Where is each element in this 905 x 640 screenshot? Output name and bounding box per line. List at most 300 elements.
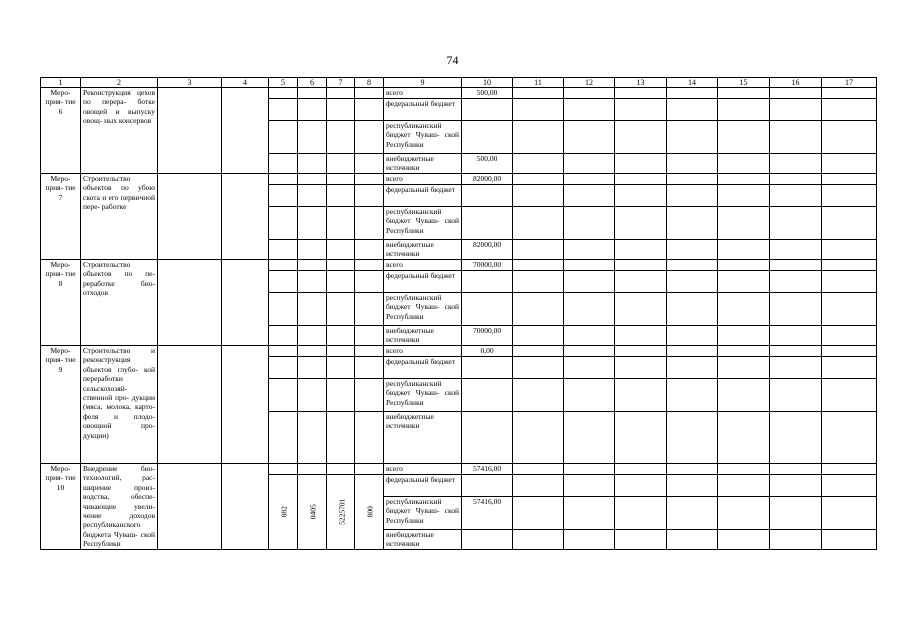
code-expense-type-cell xyxy=(355,88,384,99)
column-14-cell xyxy=(667,121,718,154)
page-number: 74 xyxy=(446,53,459,67)
column-14-cell xyxy=(667,185,718,207)
column-4-cell xyxy=(222,464,269,550)
column-17-cell xyxy=(822,154,877,174)
column-17-cell xyxy=(822,88,877,99)
code-grbs-cell xyxy=(269,379,298,412)
funding-amount: 57416,00 xyxy=(462,497,513,530)
code-expense-type xyxy=(355,475,384,550)
column-16-cell xyxy=(770,475,822,497)
column-number-8: 8 xyxy=(355,78,384,88)
column-13-cell xyxy=(615,497,667,530)
funding-source: всего xyxy=(384,260,462,271)
column-15-cell xyxy=(718,326,770,346)
column-14-cell xyxy=(667,346,718,357)
column-16-cell xyxy=(770,293,822,326)
code-section-cell xyxy=(298,99,327,121)
code-section-cell xyxy=(298,293,327,326)
code-expense-type-cell xyxy=(355,260,384,271)
funding-amount: 82000,00 xyxy=(462,240,513,260)
column-17-cell xyxy=(822,271,877,293)
funding-amount: 70000,00 xyxy=(462,326,513,346)
code-expense-type-cell xyxy=(355,174,384,185)
funding-source: всего xyxy=(384,346,462,357)
column-15-cell xyxy=(718,412,770,464)
column-13-cell xyxy=(615,185,667,207)
column-15-cell xyxy=(718,88,770,99)
code-grbs-cell xyxy=(269,121,298,154)
column-15-cell xyxy=(718,357,770,379)
funding-amount xyxy=(462,412,513,464)
column-3-cell xyxy=(158,464,222,550)
activity-name: Строительство объектов по убою скота и его первичной пере- работке xyxy=(81,174,158,260)
code-expense-type-cell xyxy=(355,99,384,121)
column-number-3: 3 xyxy=(158,78,222,88)
funding-amount: 82000,00 xyxy=(462,174,513,185)
table-row xyxy=(41,174,877,185)
funding-amount: 500,00 xyxy=(462,88,513,99)
funding-amount: 70000,00 xyxy=(462,260,513,271)
column-11-cell xyxy=(513,326,564,346)
column-11-cell xyxy=(513,357,564,379)
code-target-article-cell xyxy=(327,154,355,174)
column-number-13: 13 xyxy=(615,78,667,88)
column-number-17: 17 xyxy=(822,78,877,88)
column-12-cell xyxy=(564,185,615,207)
code-section-cell xyxy=(298,379,327,412)
column-13-cell xyxy=(615,357,667,379)
column-12-cell xyxy=(564,497,615,530)
code-target-article xyxy=(327,475,355,550)
column-17-cell xyxy=(822,357,877,379)
code-grbs-cell xyxy=(269,464,298,475)
code-expense-type-cell xyxy=(355,357,384,379)
code-section-cell xyxy=(298,357,327,379)
column-17-cell xyxy=(822,185,877,207)
column-11-cell xyxy=(513,346,564,357)
column-13-cell xyxy=(615,260,667,271)
column-16-cell xyxy=(770,207,822,240)
code-grbs xyxy=(269,475,298,550)
funding-source: федеральный бюджет xyxy=(384,475,462,497)
column-15-cell xyxy=(718,497,770,530)
funding-amount: 0,00 xyxy=(462,346,513,357)
column-14-cell xyxy=(667,293,718,326)
column-11-cell xyxy=(513,497,564,530)
code-section-cell xyxy=(298,412,327,464)
column-number-11: 11 xyxy=(513,78,564,88)
column-3-cell xyxy=(158,260,222,346)
code-target-article-cell xyxy=(327,357,355,379)
column-17-cell xyxy=(822,379,877,412)
column-11-cell xyxy=(513,475,564,497)
column-17-cell xyxy=(822,293,877,326)
column-13-cell xyxy=(615,99,667,121)
column-11-cell xyxy=(513,185,564,207)
column-14-cell xyxy=(667,271,718,293)
column-11-cell xyxy=(513,121,564,154)
code-expense-type-cell xyxy=(355,185,384,207)
activity-label: Меро- прия- тие 6 xyxy=(41,88,81,174)
funding-source: всего xyxy=(384,464,462,475)
funding-amount xyxy=(462,475,513,497)
column-13-cell xyxy=(615,530,667,550)
column-number-6: 6 xyxy=(298,78,327,88)
column-number-5: 5 xyxy=(269,78,298,88)
column-11-cell xyxy=(513,154,564,174)
column-14-cell xyxy=(667,497,718,530)
column-13-cell xyxy=(615,346,667,357)
column-14-cell xyxy=(667,464,718,475)
column-11-cell xyxy=(513,293,564,326)
column-16-cell xyxy=(770,464,822,475)
column-17-cell xyxy=(822,207,877,240)
column-number-9: 9 xyxy=(384,78,462,88)
code-section-cell xyxy=(298,240,327,260)
column-15-cell xyxy=(718,99,770,121)
code-target-article-cell xyxy=(327,99,355,121)
column-13-cell xyxy=(615,464,667,475)
activity-label: Меро- прия- тие 7 xyxy=(41,174,81,260)
code-expense-type-cell xyxy=(355,293,384,326)
column-14-cell xyxy=(667,379,718,412)
funding-amount xyxy=(462,530,513,550)
column-15-cell xyxy=(718,260,770,271)
column-15-cell xyxy=(718,530,770,550)
code-expense-type-cell xyxy=(355,326,384,346)
column-14-cell xyxy=(667,99,718,121)
column-15-cell xyxy=(718,154,770,174)
column-16-cell xyxy=(770,357,822,379)
column-number-15: 15 xyxy=(718,78,770,88)
column-12-cell xyxy=(564,412,615,464)
column-12-cell xyxy=(564,207,615,240)
column-13-cell xyxy=(615,475,667,497)
code-grbs-cell xyxy=(269,207,298,240)
code-grbs-cell xyxy=(269,240,298,260)
code-grbs-cell xyxy=(269,293,298,326)
column-14-cell xyxy=(667,475,718,497)
column-12-cell xyxy=(564,154,615,174)
funding-amount: 57416,00 xyxy=(462,464,513,475)
column-number-7: 7 xyxy=(327,78,355,88)
code-target-article-cell xyxy=(327,174,355,185)
column-15-cell xyxy=(718,346,770,357)
column-14-cell xyxy=(667,154,718,174)
funding-source: федеральный бюджет xyxy=(384,185,462,207)
code-grbs-value: 882 xyxy=(279,506,289,518)
column-12-cell xyxy=(564,174,615,185)
column-16-cell xyxy=(770,497,822,530)
column-11-cell xyxy=(513,260,564,271)
activity-label: Меро- прия- тие 8 xyxy=(41,260,81,346)
column-15-cell xyxy=(718,185,770,207)
code-grbs-cell xyxy=(269,174,298,185)
code-section xyxy=(298,475,327,550)
column-14-cell xyxy=(667,207,718,240)
column-number-4: 4 xyxy=(222,78,269,88)
code-grbs-cell xyxy=(269,88,298,99)
code-section-cell xyxy=(298,174,327,185)
funding-amount xyxy=(462,271,513,293)
column-12-cell xyxy=(564,357,615,379)
column-13-cell xyxy=(615,293,667,326)
funding-source: федеральный бюджет xyxy=(384,271,462,293)
funding-amount xyxy=(462,207,513,240)
code-grbs-cell xyxy=(269,346,298,357)
column-number-10: 10 xyxy=(462,78,513,88)
code-expense-type-cell xyxy=(355,271,384,293)
column-14-cell xyxy=(667,530,718,550)
column-number-row xyxy=(41,78,877,88)
funding-source: федеральный бюджет xyxy=(384,357,462,379)
column-number-14: 14 xyxy=(667,78,718,88)
code-target-article-cell xyxy=(327,260,355,271)
column-15-cell xyxy=(718,475,770,497)
code-expense-type-cell xyxy=(355,154,384,174)
column-13-cell xyxy=(615,271,667,293)
funding-amount: 500,00 xyxy=(462,154,513,174)
column-4-cell xyxy=(222,174,269,260)
column-13-cell xyxy=(615,326,667,346)
column-4-cell xyxy=(222,88,269,174)
funding-source: республиканский бюджет Чуваш- ской Республики xyxy=(384,207,462,240)
code-expense-type-cell xyxy=(355,379,384,412)
column-14-cell xyxy=(667,88,718,99)
column-17-cell xyxy=(822,412,877,464)
code-target-article-cell xyxy=(327,240,355,260)
funding-source: республиканский бюджет Чуваш- ской Республики xyxy=(384,293,462,326)
column-17-cell xyxy=(822,530,877,550)
column-14-cell xyxy=(667,174,718,185)
code-grbs-cell xyxy=(269,154,298,174)
column-12-cell xyxy=(564,464,615,475)
funding-amount xyxy=(462,293,513,326)
column-13-cell xyxy=(615,174,667,185)
column-14-cell xyxy=(667,357,718,379)
column-17-cell xyxy=(822,260,877,271)
column-17-cell xyxy=(822,475,877,497)
activity-label: Меро- прия- тие 10 xyxy=(41,464,81,550)
column-11-cell xyxy=(513,99,564,121)
column-16-cell xyxy=(770,99,822,121)
column-11-cell xyxy=(513,412,564,464)
funding-source: республиканский бюджет Чуваш- ской Республики xyxy=(384,497,462,530)
code-section-cell xyxy=(298,271,327,293)
column-15-cell xyxy=(718,293,770,326)
column-13-cell xyxy=(615,240,667,260)
column-number-2: 2 xyxy=(81,78,158,88)
column-4-cell xyxy=(222,346,269,464)
code-section-cell xyxy=(298,346,327,357)
column-14-cell xyxy=(667,260,718,271)
column-number-12: 12 xyxy=(564,78,615,88)
column-17-cell xyxy=(822,326,877,346)
code-target-article-cell xyxy=(327,464,355,475)
column-17-cell xyxy=(822,99,877,121)
column-16-cell xyxy=(770,412,822,464)
column-12-cell xyxy=(564,88,615,99)
column-15-cell xyxy=(718,121,770,154)
funding-source: внебюджетные источники xyxy=(384,154,462,174)
column-13-cell xyxy=(615,379,667,412)
column-15-cell xyxy=(718,464,770,475)
column-3-cell xyxy=(158,346,222,464)
funding-source: всего xyxy=(384,88,462,99)
code-section-cell xyxy=(298,326,327,346)
column-13-cell xyxy=(615,121,667,154)
funding-source: республиканский бюджет Чуваш- ской Республики xyxy=(384,379,462,412)
column-3-cell xyxy=(158,88,222,174)
column-12-cell xyxy=(564,260,615,271)
code-target-article-cell xyxy=(327,88,355,99)
code-section-cell xyxy=(298,88,327,99)
column-11-cell xyxy=(513,88,564,99)
column-12-cell xyxy=(564,326,615,346)
column-16-cell xyxy=(770,121,822,154)
column-11-cell xyxy=(513,464,564,475)
column-12-cell xyxy=(564,293,615,326)
code-expense-type-cell xyxy=(355,464,384,475)
funding-source: внебюджетные источники xyxy=(384,412,462,464)
funding-amount xyxy=(462,121,513,154)
code-target-article-cell xyxy=(327,271,355,293)
column-16-cell xyxy=(770,530,822,550)
funding-source: всего xyxy=(384,174,462,185)
code-section-cell xyxy=(298,185,327,207)
column-17-cell xyxy=(822,346,877,357)
column-16-cell xyxy=(770,154,822,174)
table-row xyxy=(41,88,877,99)
code-expense-type-cell xyxy=(355,346,384,357)
code-section-cell xyxy=(298,464,327,475)
code-target-article-cell xyxy=(327,185,355,207)
code-expense-type-cell xyxy=(355,207,384,240)
code-grbs-cell xyxy=(269,99,298,121)
column-13-cell xyxy=(615,207,667,240)
code-target-article-cell xyxy=(327,326,355,346)
funding-source: внебюджетные источники xyxy=(384,240,462,260)
column-11-cell xyxy=(513,207,564,240)
column-17-cell xyxy=(822,497,877,530)
column-12-cell xyxy=(564,346,615,357)
column-12-cell xyxy=(564,99,615,121)
column-4-cell xyxy=(222,260,269,346)
code-grbs-cell xyxy=(269,185,298,207)
funding-source: внебюджетные источники xyxy=(384,530,462,550)
column-17-cell xyxy=(822,174,877,185)
column-12-cell xyxy=(564,271,615,293)
code-section-cell xyxy=(298,121,327,154)
column-13-cell xyxy=(615,88,667,99)
column-16-cell xyxy=(770,240,822,260)
column-12-cell xyxy=(564,530,615,550)
code-target-article-cell xyxy=(327,207,355,240)
code-expense-type-cell xyxy=(355,121,384,154)
code-target-article-cell xyxy=(327,346,355,357)
column-16-cell xyxy=(770,271,822,293)
column-12-cell xyxy=(564,475,615,497)
column-16-cell xyxy=(770,174,822,185)
code-section-cell xyxy=(298,260,327,271)
column-17-cell xyxy=(822,121,877,154)
column-16-cell xyxy=(770,379,822,412)
column-3-cell xyxy=(158,174,222,260)
code-expense-type-value: 800 xyxy=(365,506,375,518)
code-expense-type-cell xyxy=(355,240,384,260)
activity-name: Строительство и реконструкция объектов глубо- кой переработки сельскохозяй- ственной про- дукции (мяса, молока, карто- феля и плодо- овощной про- дукции) xyxy=(81,346,158,464)
code-section-value: 0405 xyxy=(308,504,318,520)
column-16-cell xyxy=(770,88,822,99)
funding-amount xyxy=(462,357,513,379)
column-13-cell xyxy=(615,154,667,174)
table-row xyxy=(41,464,877,475)
code-grbs-cell xyxy=(269,412,298,464)
column-16-cell xyxy=(770,346,822,357)
code-section-cell xyxy=(298,207,327,240)
funding-amount xyxy=(462,379,513,412)
budget-table xyxy=(40,77,877,550)
column-14-cell xyxy=(667,326,718,346)
column-12-cell xyxy=(564,240,615,260)
column-15-cell xyxy=(718,379,770,412)
code-target-article-cell xyxy=(327,412,355,464)
table-row xyxy=(41,260,877,271)
activity-name: Внедрение био- технологий, рас- ширение произ- водства, обеспе- чивающие увели- чение доходов республиканского бюджета Чуваш- ской Республики xyxy=(81,464,158,550)
column-13-cell xyxy=(615,412,667,464)
code-expense-type-cell xyxy=(355,412,384,464)
code-target-article-value: 5225701 xyxy=(337,498,347,526)
column-11-cell xyxy=(513,379,564,412)
column-15-cell xyxy=(718,207,770,240)
activity-label: Меро- прия- тие 9 xyxy=(41,346,81,464)
column-14-cell xyxy=(667,412,718,464)
column-number-1: 1 xyxy=(41,78,81,88)
funding-source: внебюджетные источники xyxy=(384,326,462,346)
column-14-cell xyxy=(667,240,718,260)
code-grbs-cell xyxy=(269,357,298,379)
column-16-cell xyxy=(770,185,822,207)
column-15-cell xyxy=(718,271,770,293)
code-section-cell xyxy=(298,154,327,174)
column-12-cell xyxy=(564,379,615,412)
funding-amount xyxy=(462,99,513,121)
code-grbs-cell xyxy=(269,260,298,271)
column-11-cell xyxy=(513,174,564,185)
column-17-cell xyxy=(822,464,877,475)
column-11-cell xyxy=(513,530,564,550)
column-15-cell xyxy=(718,240,770,260)
column-17-cell xyxy=(822,240,877,260)
column-12-cell xyxy=(564,121,615,154)
code-target-article-cell xyxy=(327,379,355,412)
code-target-article-cell xyxy=(327,121,355,154)
column-11-cell xyxy=(513,240,564,260)
funding-source: федеральный бюджет xyxy=(384,99,462,121)
code-grbs-cell xyxy=(269,271,298,293)
funding-amount xyxy=(462,185,513,207)
column-number-16: 16 xyxy=(770,78,822,88)
column-16-cell xyxy=(770,326,822,346)
activity-name: Реконструкция цехов по перера- ботке овощей и выпуску овощ- ных консервов xyxy=(81,88,158,174)
code-target-article-cell xyxy=(327,293,355,326)
table-row xyxy=(41,346,877,357)
column-16-cell xyxy=(770,260,822,271)
code-grbs-cell xyxy=(269,326,298,346)
activity-name: Строительство объектов по пе- реработке био- отходов xyxy=(81,260,158,346)
funding-source: республиканский бюджет Чуваш- ской Республики xyxy=(384,121,462,154)
column-15-cell xyxy=(718,174,770,185)
